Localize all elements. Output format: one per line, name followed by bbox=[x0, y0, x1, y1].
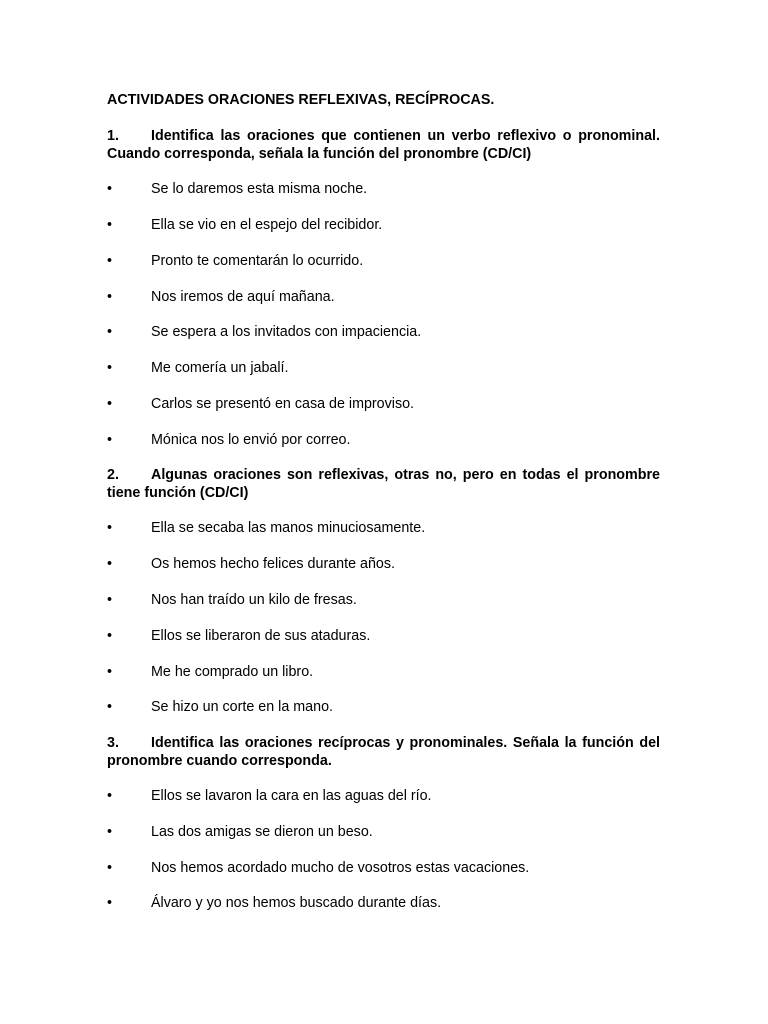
bullet: • bbox=[107, 895, 113, 911]
list-item-text: Nos hemos acordado mucho de vosotros estas vacaciones. bbox=[151, 860, 530, 876]
document-title: ACTIVIDADES ORACIONES REFLEXIVAS, RECÍPROCAS. bbox=[107, 92, 495, 108]
bullet: • bbox=[107, 788, 113, 804]
bullet: • bbox=[107, 396, 113, 412]
list-item-text: Las dos amigas se dieron un beso. bbox=[151, 824, 373, 840]
question-text: Identifica las oraciones recíprocas y pronominales. Señala la función del pronombre cuando corresponda. bbox=[107, 735, 660, 769]
bullet: • bbox=[107, 860, 113, 876]
bullet: • bbox=[107, 289, 113, 305]
bullet: • bbox=[107, 181, 113, 197]
list-item-text: Nos han traído un kilo de fresas. bbox=[151, 592, 357, 608]
question-text: Identifica las oraciones que contienen un verbo reflexivo o pronominal. Cuando corresponda, señala la función del pronombre (CD/CI) bbox=[107, 128, 660, 162]
bullet: • bbox=[107, 556, 113, 572]
list-item-text: Me he comprado un libro. bbox=[151, 664, 314, 680]
bullet: • bbox=[107, 664, 113, 680]
question-2 bbox=[107, 466, 660, 502]
list-item-text: Ella se secaba las manos minuciosamente. bbox=[151, 520, 426, 536]
bullet: • bbox=[107, 432, 113, 448]
list-item-text: Ella se vio en el espejo del recibidor. bbox=[151, 217, 383, 233]
bullet: • bbox=[107, 253, 113, 269]
list-item-text: Ellos se lavaron la cara en las aguas del río. bbox=[151, 788, 432, 804]
bullet: • bbox=[107, 592, 113, 608]
question-number: 1. bbox=[107, 128, 119, 144]
bullet: • bbox=[107, 824, 113, 840]
list-item-text: Se lo daremos esta misma noche. bbox=[151, 181, 368, 197]
bullet: • bbox=[107, 628, 113, 644]
question-number: 3. bbox=[107, 735, 119, 751]
list-item-text: Se espera a los invitados con impaciencia. bbox=[151, 324, 422, 340]
question-text: Algunas oraciones son reflexivas, otras no, pero en todas el pronombre tiene función (CD/CI) bbox=[107, 467, 660, 501]
list-item-text: Me comería un jabalí. bbox=[151, 360, 289, 376]
question-3 bbox=[107, 734, 660, 770]
question-1 bbox=[107, 127, 660, 163]
bullet: • bbox=[107, 324, 113, 340]
bullet: • bbox=[107, 520, 113, 536]
bullet: • bbox=[107, 699, 113, 715]
list-item-text: Carlos se presentó en casa de improviso. bbox=[151, 396, 415, 412]
list-item-text: Os hemos hecho felices durante años. bbox=[151, 556, 395, 572]
list-item-text: Mónica nos lo envió por correo. bbox=[151, 432, 351, 448]
list-item-text: Se hizo un corte en la mano. bbox=[151, 699, 333, 715]
list-item-text: Ellos se liberaron de sus ataduras. bbox=[151, 628, 371, 644]
bullet: • bbox=[107, 360, 113, 376]
list-item-text: Nos iremos de aquí mañana. bbox=[151, 289, 335, 305]
bullet: • bbox=[107, 217, 113, 233]
question-number: 2. bbox=[107, 467, 119, 483]
list-item-text: Pronto te comentarán lo ocurrido. bbox=[151, 253, 364, 269]
list-item-text: Álvaro y yo nos hemos buscado durante días. bbox=[151, 895, 442, 911]
